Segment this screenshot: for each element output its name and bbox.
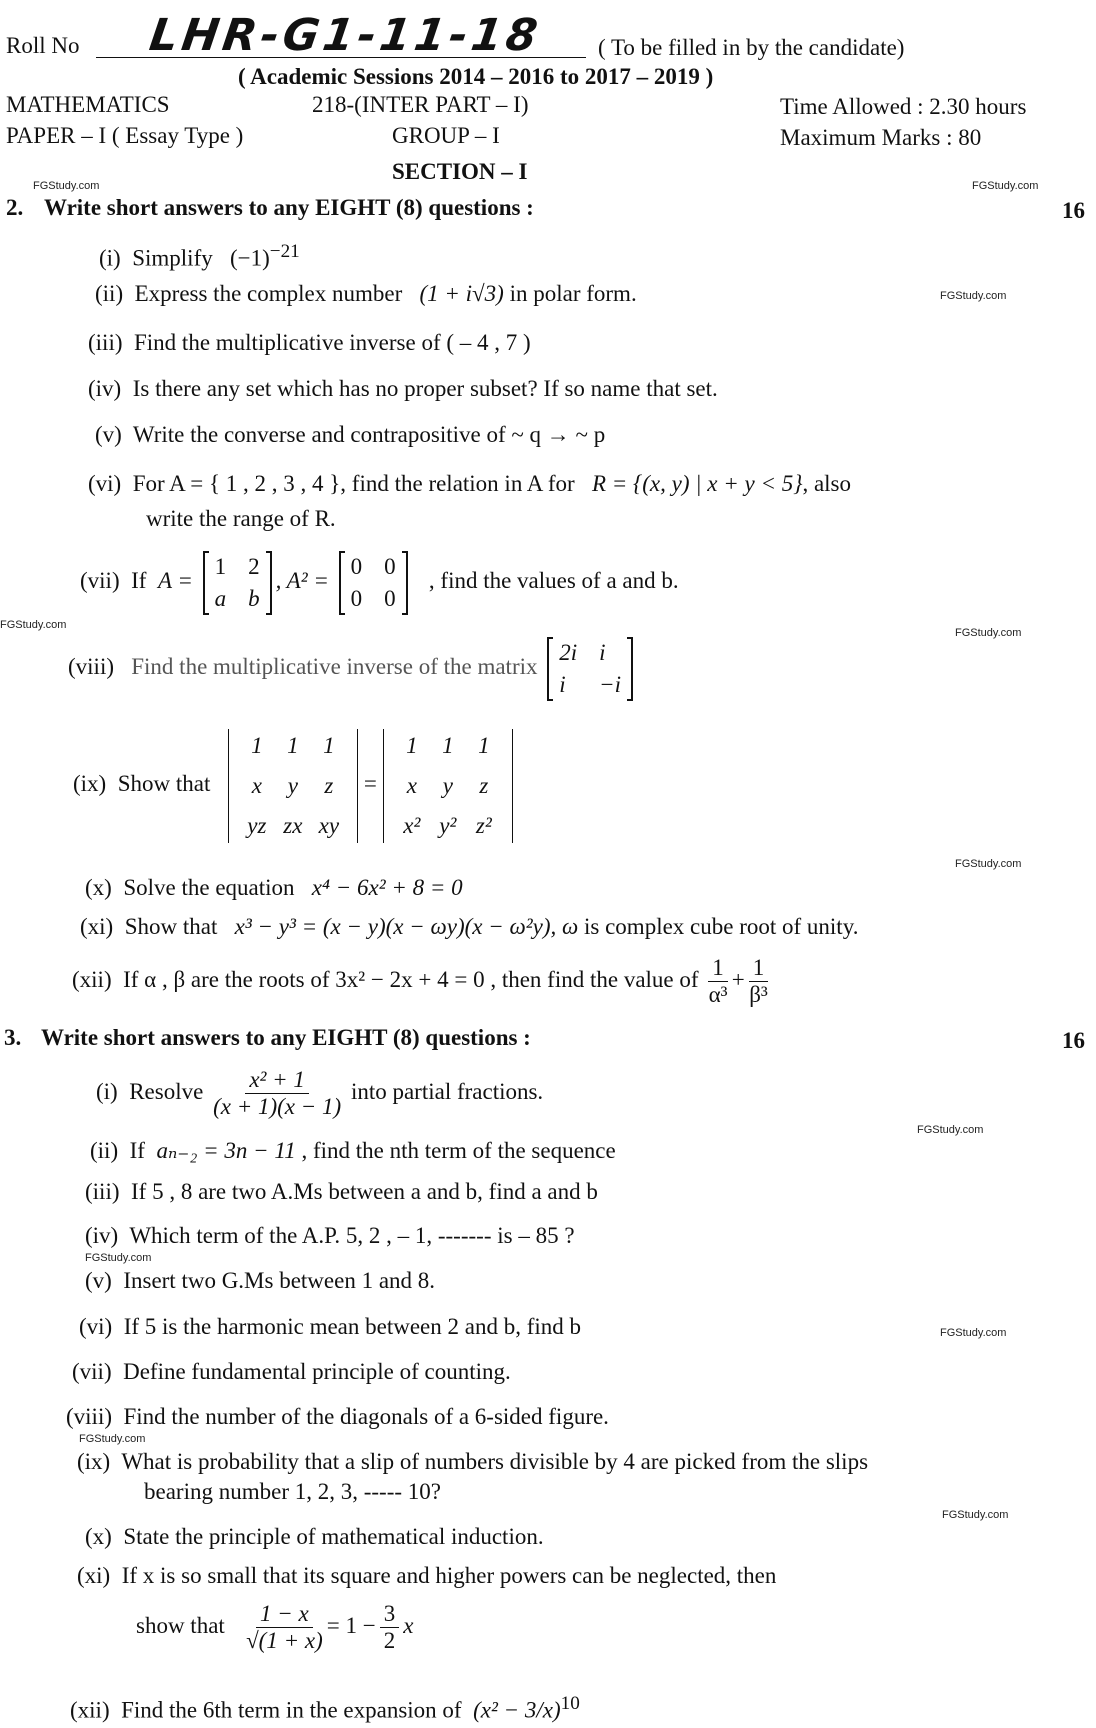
q2-item-i bbox=[99, 239, 300, 272]
det-cell: 1 bbox=[287, 732, 299, 758]
denominator: √(1 + x) bbox=[246, 1628, 323, 1654]
item-text: If x is so small that its square and higher powers can be neglected, then bbox=[121, 1563, 777, 1588]
time-allowed: Time Allowed : 2.30 hours bbox=[780, 94, 1027, 119]
item-label: (ix) bbox=[77, 1449, 111, 1474]
watermark-text: FGStudy.com bbox=[942, 1509, 1009, 1521]
item-text: Find the number of the diagonals of a 6-sided figure. bbox=[123, 1404, 609, 1429]
item-text: Which term of the A.P. 5, 2 , – 1, ------- is – 85 ? bbox=[129, 1223, 575, 1248]
matrix-cell: a bbox=[214, 585, 227, 611]
watermark-text: FGStudy.com bbox=[33, 180, 100, 192]
matrix-a bbox=[203, 552, 272, 614]
item-text: Simplify bbox=[132, 245, 213, 271]
watermark-text: FGStudy.com bbox=[940, 290, 1007, 302]
item-math: x⁴ − 6x² + 8 = 0 bbox=[311, 875, 463, 900]
item-text: If bbox=[129, 1138, 145, 1163]
item-text: Define fundamental principle of counting. bbox=[123, 1359, 511, 1384]
fraction-3-over-2 bbox=[380, 1601, 400, 1654]
plus-sign: + bbox=[731, 967, 745, 992]
q2-item-vii bbox=[80, 548, 679, 614]
item-label: (xii) bbox=[72, 967, 112, 992]
item-label: (iv) bbox=[85, 1223, 119, 1248]
q3-item-ii bbox=[90, 1138, 616, 1164]
item-text: Show that bbox=[124, 914, 218, 939]
item-text: Resolve bbox=[129, 1079, 204, 1104]
det-cell: y² bbox=[439, 812, 457, 838]
determinant-left bbox=[228, 729, 358, 843]
matrix-cell: 0 bbox=[384, 553, 396, 579]
item-label: (vi) bbox=[79, 1314, 113, 1339]
q2-item-iii bbox=[88, 330, 531, 356]
q3-item-ix-line2: bearing number 1, 2, 3, ----- 10? bbox=[144, 1479, 441, 1504]
watermark-text: FGStudy.com bbox=[940, 1327, 1007, 1339]
det-cell: yz bbox=[247, 812, 267, 838]
q3-item-xi-line2 bbox=[136, 1596, 413, 1656]
item-text: Express the complex number bbox=[134, 281, 403, 306]
item-label: (ix) bbox=[73, 771, 107, 796]
complex-matrix bbox=[547, 638, 633, 700]
det-cell: z² bbox=[475, 812, 492, 838]
fill-note: ( To be filled in by the candidate) bbox=[598, 35, 905, 60]
det-cell: z bbox=[479, 772, 489, 798]
numerator: x² + 1 bbox=[245, 1067, 309, 1094]
item-text-after: is complex cube root of unity. bbox=[584, 914, 859, 939]
item-text: Is there any set which has no proper subset? If so name that set. bbox=[132, 376, 718, 401]
det-cell: 1 bbox=[406, 732, 418, 758]
watermark-text: FGStudy.com bbox=[79, 1433, 146, 1445]
watermark-text: FGStudy.com bbox=[85, 1252, 152, 1264]
q3-item-v bbox=[85, 1268, 435, 1294]
question-3-title: Write short answers to any EIGHT (8) questions : bbox=[41, 1025, 531, 1050]
det-cell: z bbox=[324, 772, 334, 798]
maximum-marks: Maximum Marks : 80 bbox=[780, 125, 982, 150]
item-exponent: −21 bbox=[269, 241, 300, 262]
item-label: (ii) bbox=[95, 281, 124, 306]
matrix-cell: b bbox=[248, 585, 260, 611]
det-cell: xy bbox=[318, 812, 340, 838]
watermark-text: FGStudy.com bbox=[955, 858, 1022, 870]
det-cell: x bbox=[251, 772, 262, 798]
question-2-number: 2. bbox=[6, 195, 24, 220]
item-text: If bbox=[131, 568, 147, 593]
fraction-1-over-alpha-cubed bbox=[708, 955, 728, 1008]
q3-item-viii bbox=[66, 1404, 609, 1430]
item-text: What is probability that a slip of numbers divisible by 4 are picked from the slips bbox=[121, 1449, 869, 1474]
item-text-after: into partial fractions. bbox=[350, 1079, 544, 1104]
watermark-text: FGStudy.com bbox=[972, 180, 1039, 192]
item-label: (ii) bbox=[90, 1138, 119, 1163]
numerator: 1 bbox=[708, 955, 728, 982]
zero-matrix bbox=[339, 552, 408, 614]
q3-item-iii bbox=[85, 1179, 598, 1205]
item-text: For A = { 1 , 2 , 3 , 4 }, find the relation in A for bbox=[132, 471, 575, 496]
q3-item-vii bbox=[72, 1359, 511, 1385]
item-label: (viii) bbox=[66, 1404, 112, 1429]
paper-code: 218-(INTER PART – I) bbox=[312, 92, 529, 117]
det-cell: 1 bbox=[251, 732, 263, 758]
item-label: (vii) bbox=[72, 1359, 112, 1384]
section-title: SECTION – I bbox=[392, 159, 528, 184]
item-text: Show that bbox=[117, 771, 211, 796]
equals-sign: = bbox=[363, 771, 377, 796]
item-text-after: , find the nth term of the sequence bbox=[301, 1138, 616, 1163]
q2-item-xii bbox=[72, 950, 772, 1010]
item-math: aₙ₋₂ = 3n − 11 bbox=[156, 1138, 296, 1163]
q2-item-iv bbox=[88, 376, 718, 402]
item-math: = 1 − bbox=[326, 1613, 376, 1638]
fraction bbox=[246, 1601, 323, 1654]
matrix-cell: 2i bbox=[559, 639, 578, 665]
item-label: (vi) bbox=[88, 471, 122, 496]
variable: x bbox=[403, 1613, 414, 1638]
q2-item-vi-line2: write the range of R. bbox=[146, 506, 336, 531]
matrix-a-squared-label: , A² = bbox=[275, 568, 329, 593]
det-cell: x² bbox=[403, 812, 421, 838]
item-text: Find the multiplicative inverse of ( – 4 , 7 ) bbox=[134, 330, 531, 355]
item-text: Find the 6th term in the expansion of bbox=[121, 1697, 462, 1723]
watermark-text: FGStudy.com bbox=[955, 627, 1022, 639]
det-cell: y bbox=[442, 772, 453, 798]
q2-item-xi bbox=[80, 914, 858, 940]
item-text: Solve the equation bbox=[123, 875, 295, 900]
numerator: 1 bbox=[749, 955, 769, 982]
item-math: (−1) bbox=[229, 245, 270, 271]
item-text: State the principle of mathematical induction. bbox=[123, 1524, 544, 1549]
item-label: (v) bbox=[85, 1268, 112, 1293]
matrix-cell: 0 bbox=[384, 585, 396, 611]
item-label: (xi) bbox=[77, 1563, 111, 1588]
item-text-after: in polar form. bbox=[509, 281, 637, 306]
det-cell: x bbox=[406, 772, 417, 798]
det-cell: y bbox=[287, 772, 298, 798]
q3-item-i bbox=[96, 1062, 543, 1122]
question-2-title: Write short answers to any EIGHT (8) questions : bbox=[44, 195, 534, 220]
item-text: If 5 is the harmonic mean between 2 and b, find b bbox=[123, 1314, 582, 1339]
q3-item-ix bbox=[77, 1449, 868, 1475]
matrix-cell: 1 bbox=[214, 553, 227, 579]
q2-item-vi bbox=[88, 471, 851, 497]
matrix-cell: 0 bbox=[350, 585, 363, 611]
item-math: x³ − y³ = (x − y)(x − ωy)(x − ω²y), ω bbox=[234, 914, 579, 939]
item-label: (xi) bbox=[80, 914, 114, 939]
item-text: Insert two G.Ms between 1 and 8. bbox=[123, 1268, 436, 1293]
q3-item-vi bbox=[79, 1314, 581, 1340]
q2-item-v bbox=[95, 422, 605, 448]
denominator: (x + 1)(x − 1) bbox=[213, 1094, 342, 1120]
numerator: 1 − x bbox=[256, 1601, 313, 1628]
matrix-cell: i bbox=[559, 671, 566, 697]
roll-no-handwritten: LHR-G1-11-18 bbox=[146, 10, 545, 61]
watermark-text: FGStudy.com bbox=[917, 1124, 984, 1136]
item-label: (iii) bbox=[85, 1179, 120, 1204]
q3-item-iv bbox=[85, 1223, 575, 1249]
matrix-cell: −i bbox=[599, 671, 622, 697]
item-exponent: 10 bbox=[560, 1693, 580, 1714]
fraction bbox=[213, 1067, 341, 1120]
question-2-marks: 16 bbox=[1062, 198, 1085, 223]
item-label: (xii) bbox=[70, 1697, 110, 1723]
determinant-right bbox=[383, 729, 513, 843]
question-3-marks: 16 bbox=[1062, 1028, 1085, 1053]
q2-item-viii bbox=[68, 634, 637, 700]
roll-no-label: Roll No bbox=[6, 33, 80, 58]
item-label: (viii) bbox=[68, 654, 114, 679]
item-label: (iii) bbox=[88, 330, 123, 355]
watermark-text: FGStudy.com bbox=[0, 619, 67, 631]
paper-type: PAPER – I ( Essay Type ) bbox=[6, 123, 244, 148]
subject: MATHEMATICS bbox=[6, 92, 170, 117]
q2-item-ix bbox=[73, 722, 519, 846]
q2-item-ii bbox=[95, 281, 637, 307]
item-math: R = {(x, y) | x + y < 5} bbox=[591, 471, 803, 496]
item-text: If 5 , 8 are two A.Ms between a and b, find a and b bbox=[131, 1179, 598, 1204]
item-text: Write the converse and contrapositive of ~ q → ~ p bbox=[132, 422, 606, 447]
q3-item-xi bbox=[77, 1563, 776, 1589]
item-label: (i) bbox=[96, 1079, 118, 1104]
item-math: (x² − 3/x) bbox=[473, 1697, 561, 1723]
item-label: (x) bbox=[85, 875, 112, 900]
item-label: (i) bbox=[99, 245, 121, 271]
item-label: (v) bbox=[95, 422, 122, 447]
q3-item-xii bbox=[70, 1691, 580, 1724]
item-text-after: , also bbox=[802, 471, 852, 496]
det-cell: zx bbox=[283, 812, 303, 838]
numerator: 3 bbox=[380, 1601, 400, 1628]
q2-item-x bbox=[85, 875, 463, 901]
det-cell: 1 bbox=[323, 732, 335, 758]
matrix-cell: 0 bbox=[350, 553, 363, 579]
item-text: Find the multiplicative inverse of the matrix bbox=[131, 654, 538, 679]
det-cell: 1 bbox=[478, 732, 490, 758]
matrix-cell: i bbox=[599, 639, 606, 665]
denominator: 2 bbox=[383, 1628, 396, 1654]
item-math: (1 + i√3) bbox=[419, 281, 504, 306]
item-label: (x) bbox=[85, 1524, 112, 1549]
group: GROUP – I bbox=[392, 123, 500, 148]
q3-item-x bbox=[85, 1524, 544, 1550]
academic-sessions: ( Academic Sessions 2014 – 2016 to 2017 – 2019 ) bbox=[238, 64, 714, 89]
item-label: (iv) bbox=[88, 376, 122, 401]
item-text: If α , β are the roots of 3x² − 2x + 4 = 0 , then find the value of bbox=[123, 967, 699, 992]
item-text: show that bbox=[136, 1613, 225, 1638]
denominator: α³ bbox=[708, 982, 728, 1008]
matrix-a-label: A = bbox=[157, 568, 193, 593]
denominator: β³ bbox=[749, 982, 768, 1008]
item-text-after: , find the values of a and b. bbox=[428, 568, 679, 593]
fraction-1-over-beta-cubed bbox=[749, 955, 769, 1008]
det-cell: 1 bbox=[442, 732, 454, 758]
matrix-cell: 2 bbox=[248, 553, 260, 579]
item-label: (vii) bbox=[80, 568, 120, 593]
question-3-number: 3. bbox=[4, 1025, 22, 1050]
